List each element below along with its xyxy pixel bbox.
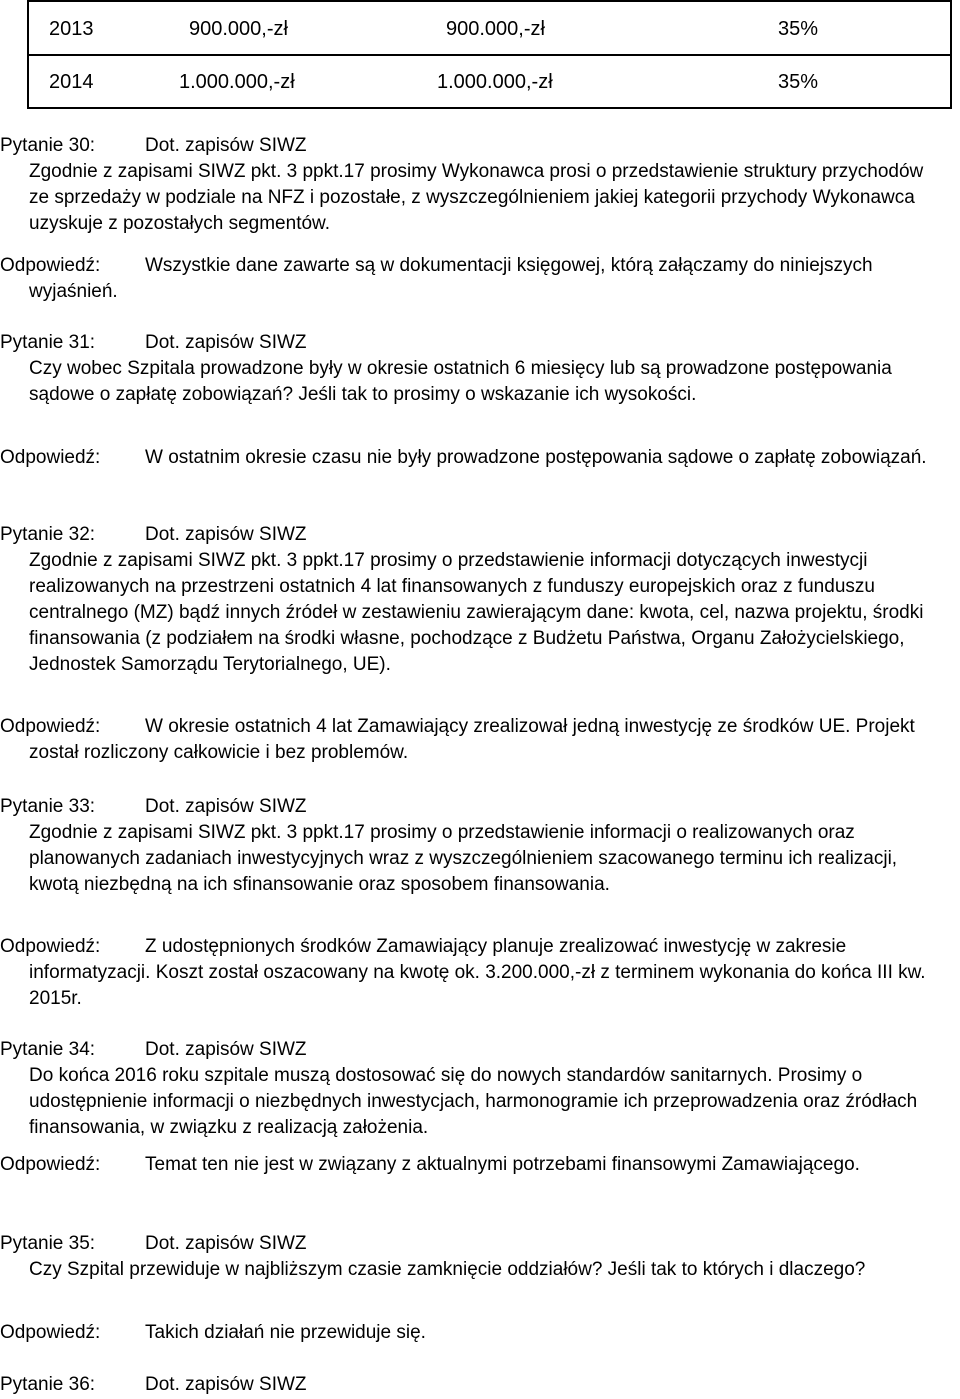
answer-label: Odpowiedź: [0, 447, 101, 468]
question-ref: Dot. zapisów SIWZ [145, 332, 307, 353]
answer-text: Takich działań nie przewiduje się. [145, 1322, 426, 1343]
answer [0, 714, 945, 766]
question-text: Zgodnie z zapisami SIWZ pkt. 3 ppkt.17 prosimy o przedstawienie informacji o realizowanych oraz planowanych zadaniach inwestycyjnych wraz z wyszczególnieniem szacowanego terminu ich realizacji, kwotą niezbędną na ich sfinansowanie oraz sposobem finansowania. [29, 822, 898, 895]
question-text: Czy Szpital przewiduje w najbliższym czasie zamknięcie oddziałów? Jeśli tak to których i dlaczego? [29, 1259, 866, 1280]
financial-table [27, 0, 952, 109]
answer-text: Z udostępnionych środków Zamawiający planuje zrealizować inwestycję w zakresie informatyzacji. Koszt został oszacowany na kwotę ok. 3.200.000,-zł z terminem wykonania do końca III kw. 2015r. [29, 936, 926, 1009]
answer-text: W okresie ostatnich 4 lat Zamawiający zrealizował jedną inwestycję ze środków UE. Projekt został rozliczony całkowicie i bez problemów. [29, 716, 915, 763]
question-label: Pytanie 35: [0, 1233, 96, 1254]
question-label: Pytanie 33: [0, 796, 96, 817]
answer-label: Odpowiedź: [0, 936, 101, 957]
answer-text: W ostatnim okresie czasu nie były prowadzone postępowania sądowe o zapłatę zobowiązań. [145, 447, 927, 468]
table-cell-amount: 1.000.000,-zł [179, 71, 295, 93]
question-label: Pytanie 31: [0, 332, 96, 353]
answer-label: Odpowiedź: [0, 716, 101, 737]
table-cell-percent: 35% [778, 71, 819, 93]
answer-label: Odpowiedź: [0, 1322, 101, 1343]
answer [0, 934, 945, 1012]
answer-text: Temat ten nie jest w związany z aktualnymi potrzebami finansowymi Zamawiającego. [145, 1154, 860, 1175]
question-label: Pytanie 34: [0, 1039, 96, 1060]
table-cell-amount: 900.000,-zł [189, 18, 288, 40]
question-ref: Dot. zapisów SIWZ [145, 524, 307, 545]
question-ref: Dot. zapisów SIWZ [145, 1374, 307, 1395]
question-text: Zgodnie z zapisami SIWZ pkt. 3 ppkt.17 prosimy o przedstawienie informacji dotyczących inwestycji realizowanych na przestrzeni ostatnich 4 lat finansowanych z funduszy europejskich oraz z funduszu centralnego (MZ) bądź innych źródeł w zestawieniu zawierającym dane: kwota, cel, nazwa projektu, środki finansowania (z podziałem na środki własne, pochodzące z Budżetu Państwa, Organu Założycielskiego, Jednostek Samorządu Terytorialnego, UE). [29, 550, 924, 675]
table-cell-year: 2014 [49, 71, 94, 93]
question-text: Zgodnie z zapisami SIWZ pkt. 3 ppkt.17 prosimy Wykonawca prosi o przedstawienie struktury przychodów ze sprzedaży w podziale na NFZ i pozostałe, z wyszczególnieniem jakiej kategorii przychody Wykonawca uzyskuje z pozostałych segmentów. [29, 161, 924, 234]
question-text: Do końca 2016 roku szpitale muszą dostosować się do nowych standardów sanitarnych. Prosimy o udostępnienie informacji o niezbędnych inwestycjach, harmonogramie ich przeprowadzenia oraz źródłach finansowania, w związku z realizacją założenia. [29, 1065, 918, 1138]
table-cell-amount: 1.000.000,-zł [437, 71, 553, 93]
question-ref: Dot. zapisów SIWZ [145, 135, 307, 156]
question-label: Pytanie 36: [0, 1374, 96, 1395]
answer [0, 253, 945, 305]
answer-text: Wszystkie dane zawarte są w dokumentacji księgowej, którą załączamy do niniejszych wyjaśnień. [29, 255, 873, 302]
question-ref: Dot. zapisów SIWZ [145, 796, 307, 817]
answer-label: Odpowiedź: [0, 255, 101, 276]
answer-label: Odpowiedź: [0, 1154, 101, 1175]
question-label: Pytanie 32: [0, 524, 96, 545]
table-cell-percent: 35% [778, 18, 819, 40]
question-ref: Dot. zapisów SIWZ [145, 1039, 307, 1060]
answer [0, 445, 945, 471]
table-cell-amount: 900.000,-zł [446, 18, 545, 40]
question-text: Czy wobec Szpitala prowadzone były w okresie ostatnich 6 miesięcy lub są prowadzone postępowania sądowe o zapłatę zobowiązań? Jeśli tak to prosimy o wskazanie ich wysokości. [29, 358, 892, 405]
answer [0, 1320, 945, 1346]
question-label: Pytanie 30: [0, 135, 96, 156]
table-cell-year: 2013 [49, 18, 94, 40]
answer [0, 1152, 945, 1178]
question-ref: Dot. zapisów SIWZ [145, 1233, 307, 1254]
